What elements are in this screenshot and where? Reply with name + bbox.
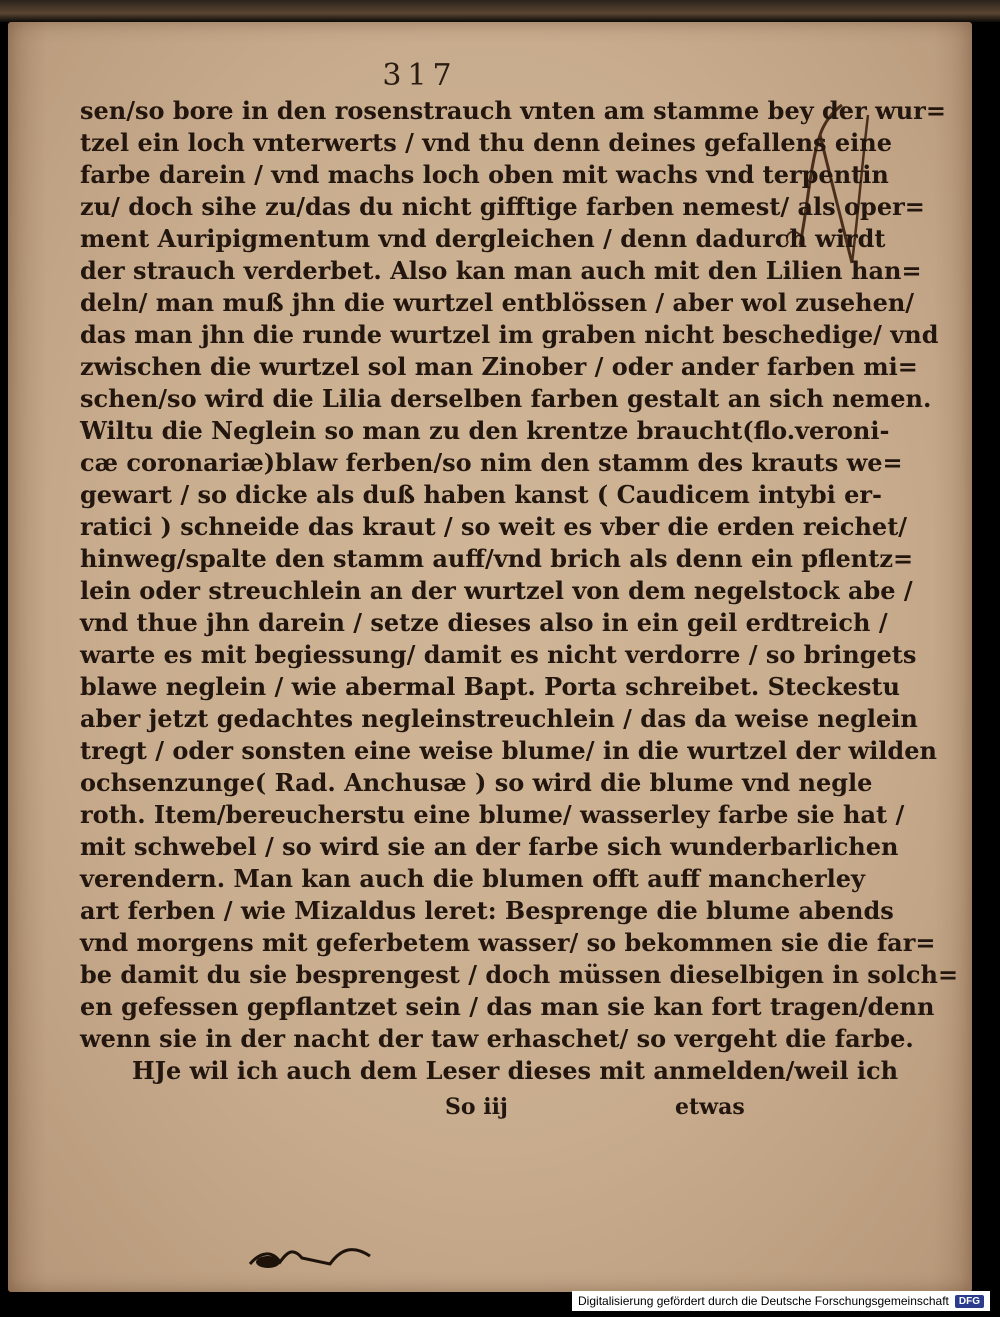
text-line: be damit du sie besprengest / doch müssen dieselbigen in solch=	[80, 960, 959, 989]
text-line: ratici ) schneide das kraut / so weit es vber die erden reichet/	[80, 512, 908, 541]
text-line: roth. Item/bereucherstu eine blume/ wasserley farbe sie hat /	[80, 800, 905, 829]
page-text	[80, 95, 959, 1087]
text-line: deln/ man muß jhn die wurtzel entblössen / aber wol zusehen/	[80, 288, 915, 317]
text-line: gewart / so dicke als duß haben kanst ( Caudicem intybi er-	[80, 480, 882, 509]
text-line: schen/so wird die Lilia derselben farben gestalt an sich nemen.	[80, 384, 932, 413]
text-line: zu/ doch sihe zu/das du nicht gifftige farben nemest/ als oper=	[80, 192, 925, 221]
text-line: ochsenzunge( Rad. Anchusæ ) so wird die blume vnd negle	[80, 768, 873, 797]
text-line: farbe darein / vnd machs loch oben mit wachs vnd terpentin	[80, 160, 889, 189]
text-line: das man jhn die runde wurtzel im graben nicht beschedige/ vnd	[80, 320, 939, 349]
text-line: cæ coronariæ)blaw ferben/so nim den stamm des krauts we=	[80, 448, 903, 477]
text-line: verendern. Man kan auch die blumen offt auff mancherley	[80, 864, 866, 893]
text-line: HJe wil ich auch dem Leser dieses mit anmelden/weil ich	[132, 1056, 899, 1085]
text-line: ment Auripigmentum vnd dergleichen / denn dadurch wirdt	[80, 224, 886, 253]
text-line: mit schwebel / so wird sie an der farbe sich wunderbarlichen	[80, 832, 899, 861]
text-line: wenn sie in der nacht der taw erhaschet/ so vergeht die farbe.	[80, 1024, 914, 1053]
text-line: hinweg/spalte den stamm auff/vnd brich als denn ein pflentz=	[80, 544, 914, 573]
ink-blot	[240, 1240, 380, 1270]
text-line: art ferben / wie Mizaldus leret: Besprenge die blume abends	[80, 896, 894, 925]
dfg-logo: DFG	[955, 1295, 984, 1308]
text-line: aber jetzt gedachtes negleinstreuchlein / das da weise neglein	[80, 704, 918, 733]
text-line: blawe neglein / wie abermal Bapt. Porta schreibet. Steckestu	[80, 672, 900, 701]
text-line: warte es mit begiessung/ damit es nicht verdorre / so bringets	[80, 640, 917, 669]
text-line: der strauch verderbet. Also kan man auch mit den Lilien han=	[80, 256, 922, 285]
top-edge	[0, 0, 1000, 22]
text-line: vnd morgens mit geferbetem wasser/ so bekommen sie die far=	[80, 928, 936, 957]
text-line: sen/so bore in den rosenstrauch vnten am stamme bey der wur=	[80, 96, 946, 125]
text-line: tzel ein loch vnterwerts / vnd thu denn deines gefallens eine	[80, 128, 893, 157]
text-line: vnd thue jhn darein / setze dieses also in ein geil erdtreich /	[80, 608, 888, 637]
digitization-footer	[572, 1291, 990, 1311]
signature-mark: So iij	[445, 1094, 508, 1120]
text-line: en gefessen gepflantzet sein / das man sie kan fort tragen/denn	[80, 992, 935, 1021]
catchword: etwas	[675, 1094, 745, 1120]
text-line: tregt / oder sonsten eine weise blume/ in die wurtzel der wilden	[80, 736, 937, 765]
text-line: lein oder streuchlein an der wurtzel von dem negelstock abe /	[80, 576, 913, 605]
signature-row	[80, 1090, 770, 1124]
text-line: Wiltu die Neglein so man zu den krentze braucht(flo.veroni-	[80, 416, 890, 445]
page-number: 317	[382, 58, 458, 93]
footer-text: Digitalisierung gefördert durch die Deutsche Forschungsgemeinschaft	[578, 1294, 949, 1308]
text-line: zwischen die wurtzel sol man Zinober / oder ander farben mi=	[80, 352, 918, 381]
